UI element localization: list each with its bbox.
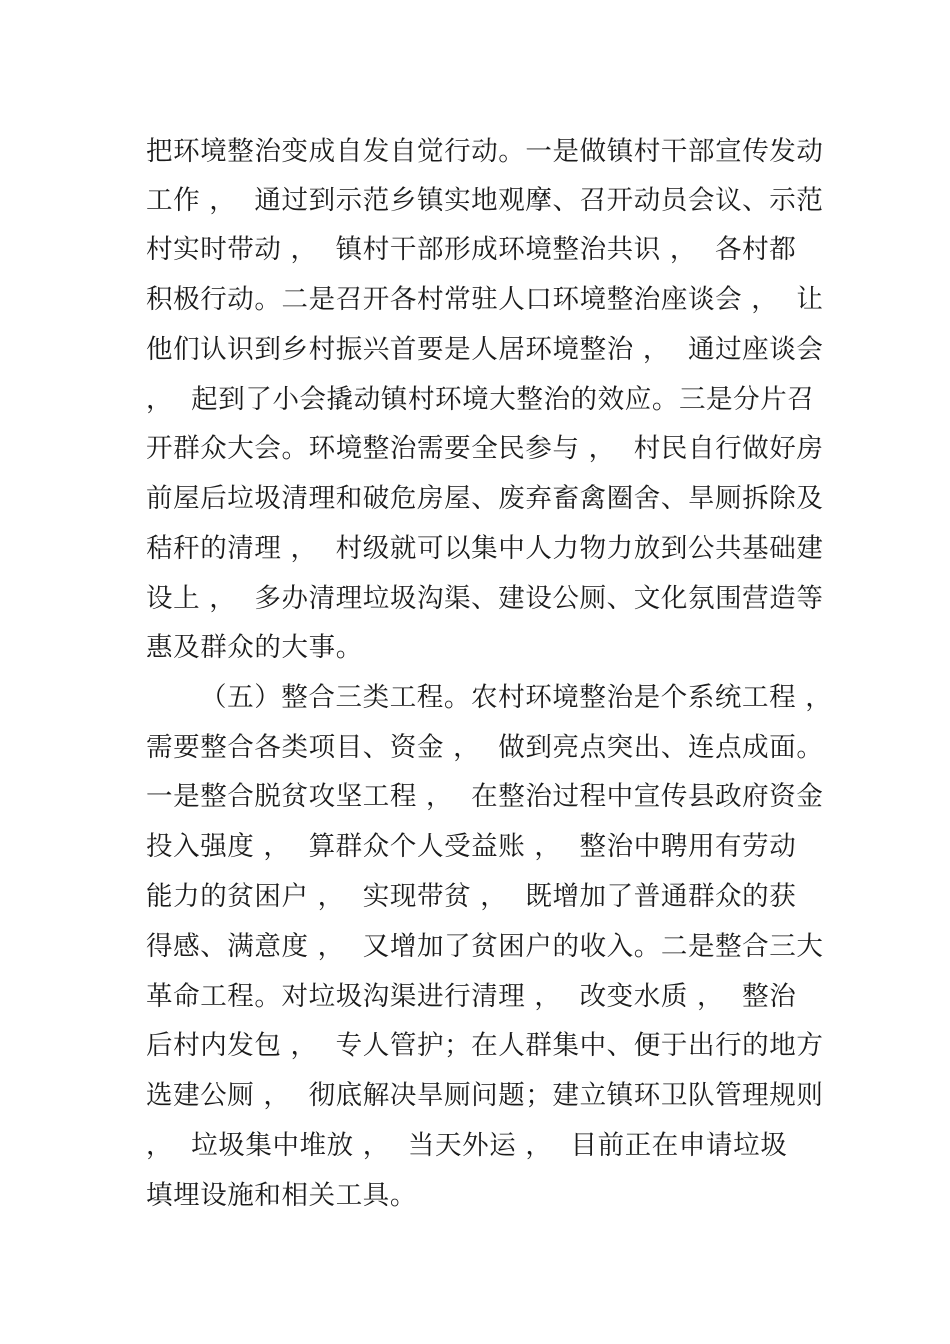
text-line: ， 垃圾集中堆放 ， 当天外运 ， 目前正在申请垃圾 xyxy=(146,1130,788,1161)
text-line: 后村内发包 ， 专人管护；在人群集中、便于出行的地方 xyxy=(146,1030,824,1061)
text-line: 工作 ， 通过到示范乡镇实地观摩、召开动员会议、示范 xyxy=(146,185,824,216)
text-line: 一是整合脱贫攻坚工程 ， 在整治过程中宣传县政府资金 xyxy=(146,781,824,812)
text-line: 需要整合各类项目、资金 ， 做到亮点突出、连点成面。 xyxy=(146,732,824,763)
text-line: 能力的贫困户 ， 实现带贫 ， 既增加了普通群众的获 xyxy=(146,881,797,912)
text-line: 开群众大会。环境整治需要全民参与 ， 村民自行做好房 xyxy=(146,433,824,464)
text-line: 惠及群众的大事。 xyxy=(146,632,363,663)
text-line: 村实时带动 ， 镇村干部形成环境整治共识 ， 各村都 xyxy=(146,234,797,265)
text-line: ， 起到了小会撬动镇村环境大整治的效应。三是分片召 xyxy=(146,384,815,415)
text-line: 他们认识到乡村振兴首要是人居环境整治 ， 通过座谈会 xyxy=(146,334,824,365)
text-line: 秸秆的清理 ， 村级就可以集中人力物力放到公共基础建 xyxy=(146,533,824,564)
text-line: 积极行动。二是召开各村常驻人口环境整治座谈会 ， 让 xyxy=(146,284,824,315)
text-line: 得感、满意度 ， 又增加了贫困户的收入。二是整合三大 xyxy=(146,931,824,962)
section-heading-line: （五）整合三类工程。农村环境整治是个系统工程 ， xyxy=(200,682,833,713)
text-line: 设上 ， 多办清理垃圾沟渠、建设公厕、文化氛围营造等 xyxy=(146,583,824,614)
text-line: 投入强度 ， 算群众个人受益账 ， 整治中聘用有劳动 xyxy=(146,831,797,862)
text-line: 革命工程。对垃圾沟渠进行清理 ， 改变水质 ， 整治 xyxy=(146,981,797,1012)
text-line: 填埋设施和相关工具。 xyxy=(146,1180,417,1211)
text-line: 把环境整治变成自发自觉行动。一是做镇村干部宣传发动 xyxy=(146,136,824,167)
text-line: 前屋后垃圾清理和破危房屋、废弃畜禽圈舍、旱厕拆除及 xyxy=(146,483,824,514)
text-line: 选建公厕 ， 彻底解决旱厕问题；建立镇环卫队管理规则 xyxy=(146,1080,824,1111)
